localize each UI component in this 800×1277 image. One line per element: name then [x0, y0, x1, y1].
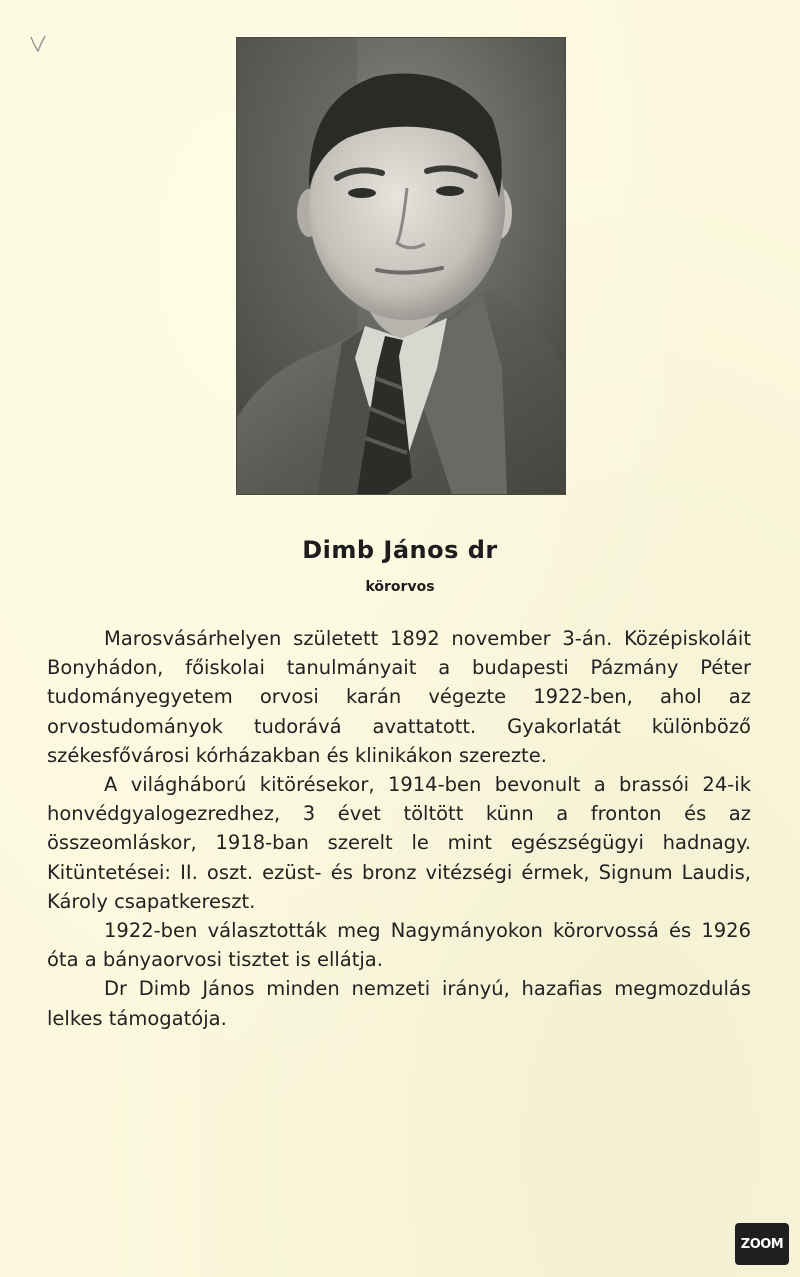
biography-paragraph: 1922-ben választották meg Nagymányokon körorvossá és 1926 óta a bányaorvosi tisztet is ellátja. [47, 919, 751, 972]
biography-text [47, 624, 751, 1033]
zoom-logo-label: ZOOM [740, 1236, 784, 1252]
person-name-heading: Dimb János dr [302, 536, 498, 564]
person-role-subtitle: körorvos [365, 579, 435, 595]
zoom-logo-badge [735, 1223, 789, 1265]
portrait-photo [236, 37, 566, 495]
biography-paragraph: A világháború kitörésekor, 1914-ben bevonult a brassói 24-ik honvédgyalogezredhez, 3 évet töltött künn a fronton és az összeomláskor, 1918-ban szerelt le mint egészségügyi hadnagy. Kitüntetései: II. oszt. ezüst- és bronz vitézségi érmek, Signum Laudis, Károly csapatkereszt. [47, 773, 751, 913]
biography-paragraph: Marosvásárhelyen született 1892 november 3-án. Középiskoláit Bonyhádon, főiskolai tanulmányait a budapesti Pázmány Péter tudományegyetem orvosi karán végezte 1922-ben, ahol az orvostudományok tudorává avattatott. Gyakorlatát különböző székesfővárosi kórházakban és klinikákon szerezte. [47, 627, 751, 767]
biography-paragraph: Dr Dimb János minden nemzeti irányú, hazafias megmozdulás lelkes támogatója. [47, 977, 751, 1030]
pencil-check-mark [28, 33, 48, 55]
